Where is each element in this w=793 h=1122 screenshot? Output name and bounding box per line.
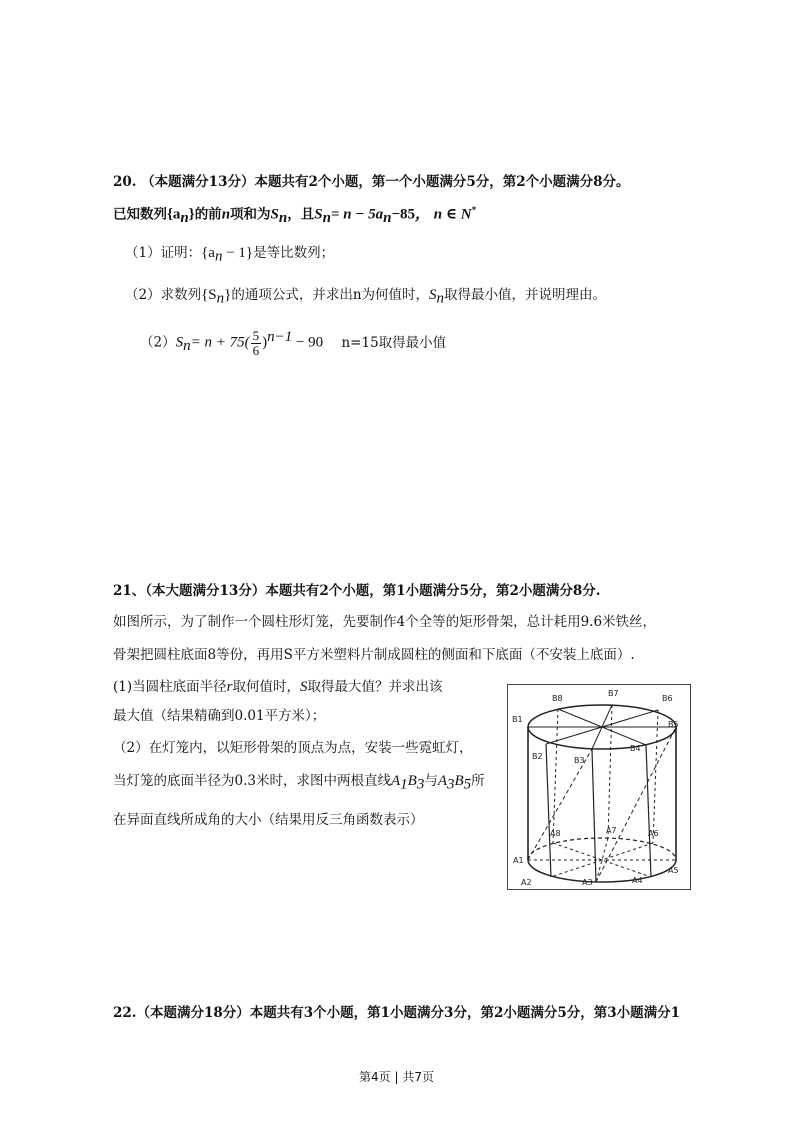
q21-part2-c: 在异面直线所成角的大小（结果用反三角函数表示） xyxy=(113,812,424,828)
q21-line1: 如图所示，为了制作一个圆柱形灯笼，先要制作4个全等的矩形骨架，总计耗用9.6米铁丝， xyxy=(113,614,657,630)
fraction-5-6: $\frac{5}{6}$ xyxy=(252,327,260,358)
q20-answer: $(2)S_n= n + 75$( $\frac{5}{6}$ )$^{n-1}$ − 90 n=15取得最小值 xyxy=(140,327,447,358)
label-A5: A5 xyxy=(668,866,679,875)
label-B6: B6 xyxy=(662,694,673,703)
q21-part1-cont: 最大值（结果精确到0.01平方米）； xyxy=(113,708,326,724)
label-B5: B5 xyxy=(668,720,679,729)
q20-part1: （1）证明：$\{a_n - 1\}$是等比数列； xyxy=(125,245,335,265)
label-A7: A7 xyxy=(606,826,617,835)
label-A8: A8 xyxy=(550,829,561,838)
q22-header: 22.（本题满分18分）本题共有3个小题，第1小题满分3分，第2小题满分5分，第3小题满分1 xyxy=(113,1005,681,1021)
q21-part2-b: 当灯笼的底面半径为0.3米时，求图中两根直线$A_1B_3$与$A_3B_5$所 xyxy=(113,773,485,793)
label-A4: A4 xyxy=(632,876,643,885)
label-A2: A2 xyxy=(521,878,532,887)
q20-header: 20. （本题满分13分）本题共有2个小题，第一个小题满分5分，第2个小题满分8分。 xyxy=(113,174,630,190)
back-edge xyxy=(653,710,658,843)
q21-line2: 骨架把圆柱底面8等份，再用S平方米塑料片制成圆柱的侧面和下底面（不安装上底面）. xyxy=(113,647,635,663)
label-B7: B7 xyxy=(608,689,619,698)
label-B1: B1 xyxy=(512,715,523,724)
line-A1B3 xyxy=(528,749,592,860)
side-edge xyxy=(646,745,651,877)
back-edge xyxy=(553,709,558,843)
label-B4: B4 xyxy=(630,744,641,753)
label-B3: B3 xyxy=(574,756,585,765)
label-A6: A6 xyxy=(648,829,659,838)
lantern-figure xyxy=(507,684,691,890)
side-edge xyxy=(592,749,596,882)
label-A1: A1 xyxy=(513,856,524,865)
q21-header: 21、（本大题满分13分）本题共有2个小题，第1小题满分5分，第2小题满分8分. xyxy=(113,583,601,599)
page-footer: 第4页 | 共7页 xyxy=(359,1070,434,1084)
q20-given: 已知数列$\{a_n\}$的前n项和为$S_n$，且$S_n= n - 5a_n-85$， n ∈ N* xyxy=(113,206,477,227)
q21-part2: （2）在灯笼内，以矩形骨架的顶点为点，安装一些霓虹灯， xyxy=(113,740,473,756)
side-edge xyxy=(546,744,551,877)
label-B2: B2 xyxy=(532,752,543,761)
q20-part2: （2）求数列$\{S_n\}$的通项公式，并求出n为何值时，$S_n$取得最小值，并说明理由。 xyxy=(125,287,607,307)
q21-part1: (1)当圆柱底面半径r取何值时，S取得最大值？并求出该 xyxy=(113,679,443,695)
label-A3: A3 xyxy=(582,878,593,887)
label-B8: B8 xyxy=(552,694,563,703)
lantern-diagram xyxy=(508,685,690,889)
